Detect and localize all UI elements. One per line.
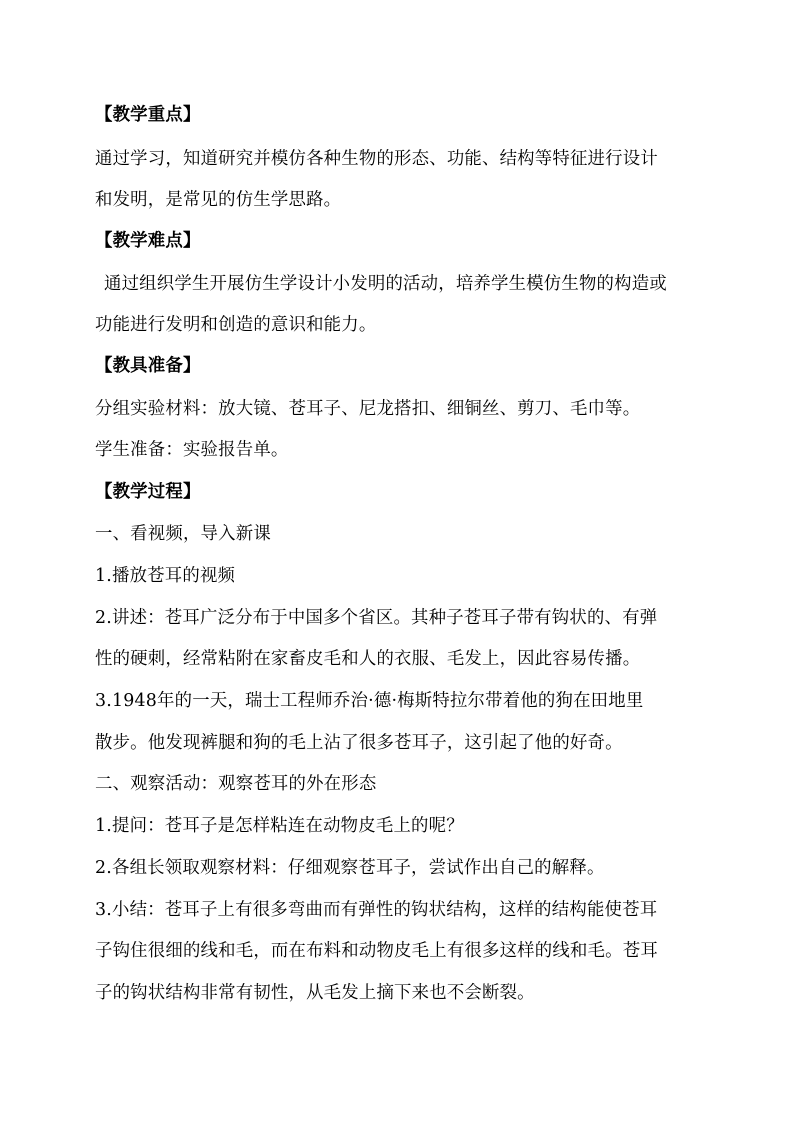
heading-process: 【教学过程】 — [95, 482, 201, 502]
paragraph-line: 功能进行发明和创造的意识和能力。 — [95, 315, 377, 335]
paragraph-line: 子钩住很细的线和毛，而在布料和动物皮毛上有很多这样的线和毛。苍耳 — [95, 941, 658, 961]
paragraph-line: 1.提问：苍耳子是怎样粘连在动物皮毛上的呢？ — [95, 816, 464, 836]
paragraph-line: 3.小结：苍耳子上有很多弯曲而有弹性的钩状结构，这样的结构能使苍耳 — [95, 900, 658, 920]
paragraph-line: 通过学习，知道研究并模仿各种生物的形态、功能、结构等特征进行设计 — [95, 149, 658, 169]
paragraph-line: 通过组织学生开展仿生学设计小发明的活动，培养学生模仿生物的构造或 — [104, 274, 667, 294]
paragraph-line: 二、观察活动：观察苍耳的外在形态 — [95, 774, 377, 794]
paragraph-line: 和发明，是常见的仿生学思路。 — [95, 190, 342, 210]
paragraph-line: 2.讲述：苍耳广泛分布于中国多个省区。其种子苍耳子带有钩状的、有弹 — [95, 608, 658, 628]
paragraph-line: 性的硬刺，经常粘附在家畜皮毛和人的衣服、毛发上，因此容易传播。 — [95, 649, 641, 669]
paragraph-line: 2.各组长领取观察材料：仔细观察苍耳子，尝试作出自己的解释。 — [95, 858, 605, 878]
heading-key-points: 【教学重点】 — [95, 105, 201, 125]
paragraph-line: 子的钩状结构非常有韧性，从毛发上摘下来也不会断裂。 — [95, 983, 535, 1003]
heading-materials: 【教具准备】 — [95, 356, 201, 376]
paragraph-line: 散步。他发现裤腿和狗的毛上沾了很多苍耳子，这引起了他的好奇。 — [95, 733, 623, 753]
paragraph-line: 3.1948年的一天，瑞士工程师乔治·德·梅斯特拉尔带着他的狗在田地里 — [95, 691, 644, 711]
heading-difficult-points: 【教学难点】 — [95, 231, 201, 251]
paragraph-line: 一、看视频，导入新课 — [95, 524, 271, 544]
paragraph-line: 学生准备：实验报告单。 — [95, 440, 289, 460]
paragraph-line: 分组实验材料：放大镜、苍耳子、尼龙搭扣、细铜丝、剪刀、毛巾等。 — [95, 399, 641, 419]
paragraph-line: 1.播放苍耳的视频 — [95, 566, 236, 586]
